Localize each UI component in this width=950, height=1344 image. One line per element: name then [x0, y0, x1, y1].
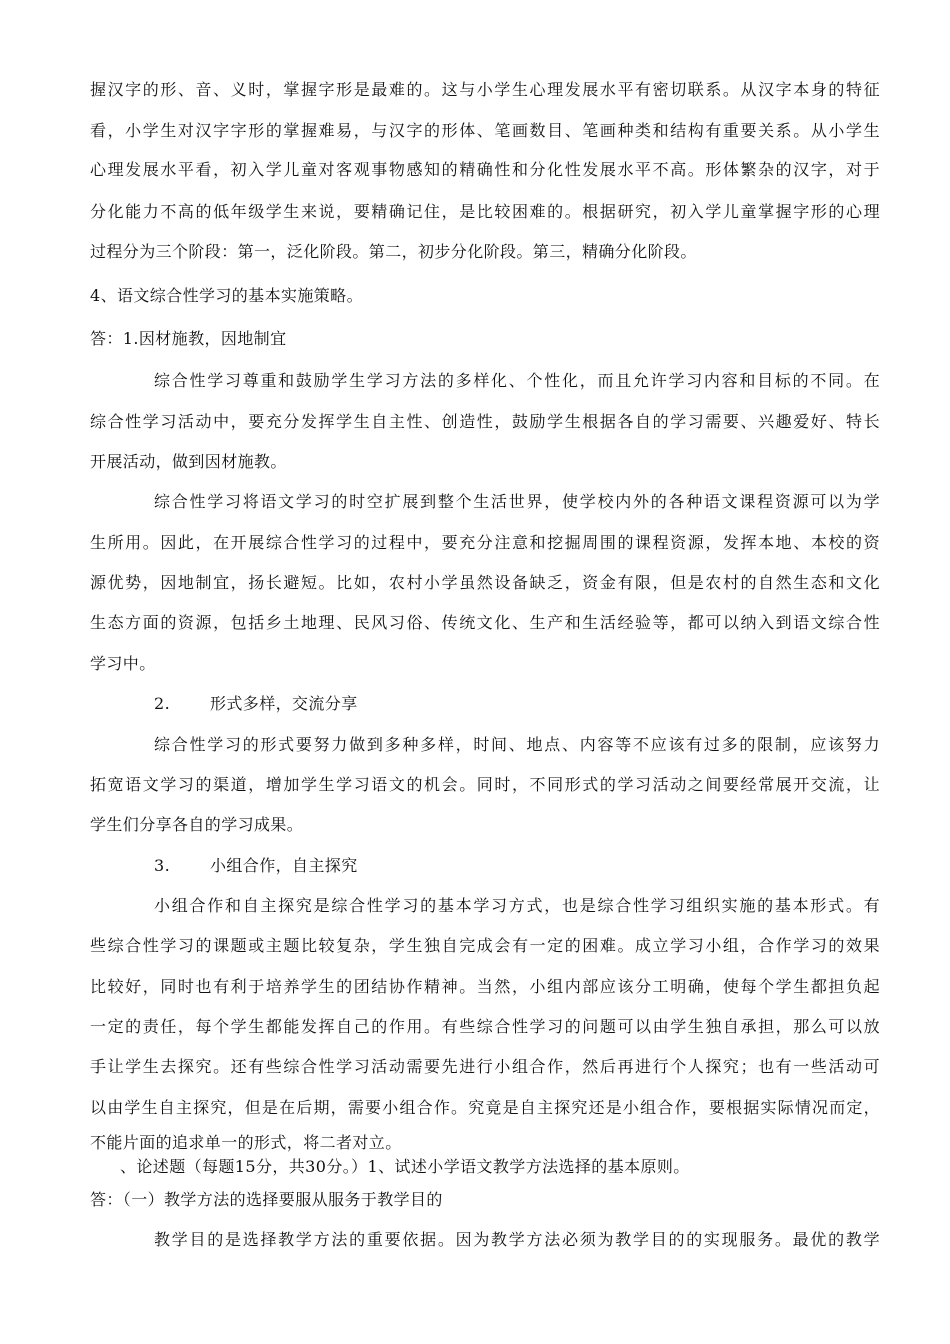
text-line: 源优势，因地制宜，扬长避短。比如，农村小学虽然设备缺乏，资金有限，但是农村的自然生态和文化	[90, 573, 880, 592]
text-line: 手让学生去探究。还有些综合性学习活动需要先进行小组合作，然后再进行个人探究；也有一些活动可	[90, 1057, 880, 1076]
text-line: 小组合作和自主探究是综合性学习的基本学习方式，也是综合性学习组织实施的基本形式。有	[154, 896, 880, 915]
answer-heading: 答：1.因材施教，因地制宜	[90, 329, 287, 348]
section-number: 3.	[154, 856, 171, 875]
text-line: 过程分为三个阶段：第一，泛化阶段。第二，初步分化阶段。第三，精确分化阶段。	[90, 242, 697, 261]
text-line: 握汉字的形、音、义时，掌握字形是最难的。这与小学生心理发展水平有密切联系。从汉字本身的特征	[90, 80, 880, 99]
text-line: 综合性学习将语文学习的时空扩展到整个生活世界，使学校内外的各种语文课程资源可以为学	[154, 492, 880, 511]
answer-heading: 答：（一）教学方法的选择要服从服务于教学目的	[90, 1190, 443, 1209]
text-line: 综合性学习活动中，要充分发挥学生自主性、创造性，鼓励学生根据各自的学习需要、兴趣爱好、特长	[90, 412, 880, 431]
text-line: 些综合性学习的课题或主题比较复杂，学生独自完成会有一定的困难。成立学习小组，合作学习的效果	[90, 936, 880, 955]
text-line: 心理发展水平看，初入学儿童对客观事物感知的精确性和分化性发展水平不高。形体繁杂的汉字，对于	[90, 160, 880, 179]
text-line: 综合性学习的形式要努力做到多种多样，时间、地点、内容等不应该有过多的限制，应该努力	[154, 735, 880, 754]
section-heading: 形式多样，交流分享	[210, 694, 358, 713]
text-line: 拓宽语文学习的渠道，增加学生学习语文的机会。同时，不同形式的学习活动之间要经常展开交流，让	[90, 775, 880, 794]
text-line: 生态方面的资源，包括乡土地理、民风习俗、传统文化、生产和生活经验等，都可以纳入到语文综合性	[90, 613, 880, 632]
text-line: 综合性学习尊重和鼓励学生学习方法的多样化、个性化，而且允许学习内容和目标的不同。在	[154, 371, 880, 390]
text-line: 比较好，同时也有利于培养学生的团结协作精神。当然，小组内部应该分工明确，使每个学生都担负起	[90, 977, 880, 996]
text-line: 开展活动，做到因材施教。	[90, 452, 287, 471]
essay-section-heading: 、论述题（每题15分，共30分。）1、试述小学语文教学方法选择的基本原则。	[120, 1157, 690, 1176]
text-line: 教学目的是选择教学方法的重要依据。因为教学方法必须为教学目的的实现服务。最优的教学	[154, 1230, 880, 1249]
text-line: 分化能力不高的低年级学生来说，要精确记住，是比较困难的。根据研究，初入学儿童掌握字形的心理	[90, 202, 880, 221]
text-line: 不能片面的追求单一的形式，将二者对立。	[90, 1133, 402, 1152]
section-heading: 小组合作，自主探究	[210, 856, 358, 875]
question-heading: 4、语文综合性学习的基本实施策略。	[90, 286, 363, 305]
section-number: 2.	[154, 694, 171, 713]
text-line: 学习中。	[90, 654, 156, 673]
text-line: 一定的责任，每个学生都能发挥自己的作用。有些综合性学习的问题可以由学生独自承担，那么可以放	[90, 1017, 880, 1036]
text-line: 看，小学生对汉字字形的掌握难易，与汉字的形体、笔画数目、笔画种类和结构有重要关系。从小学生	[90, 121, 880, 140]
text-line: 生所用。因此，在开展综合性学习的过程中，要充分注意和挖掘周围的课程资源，发挥本地、本校的资	[90, 533, 880, 552]
text-line: 以由学生自主探究，但是在后期，需要小组合作。究竟是自主探究还是小组合作，要根据实际情况而定，	[90, 1098, 880, 1117]
text-line: 学生们分享各自的学习成果。	[90, 815, 304, 834]
